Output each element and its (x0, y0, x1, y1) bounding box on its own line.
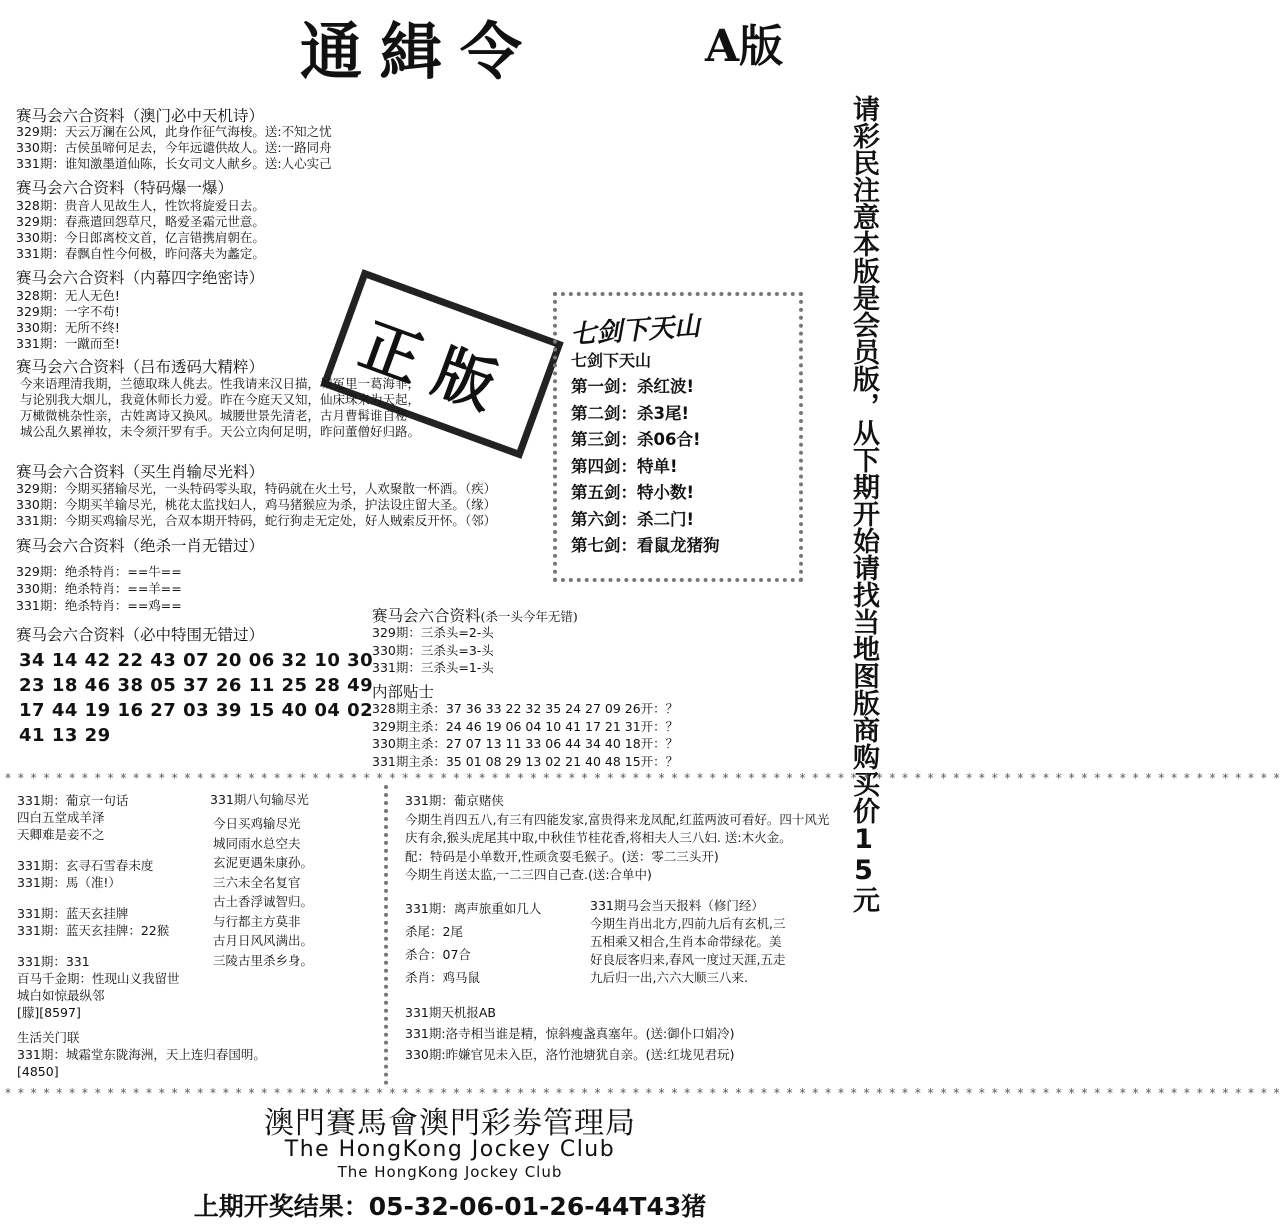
vertical-divider (384, 785, 392, 1085)
line: 330期:昨嫌官见未入臣，洛竹池塘犹自亲。(送:红垅见君玩) (405, 1047, 735, 1062)
sec8-title-text: 赛马会六合资料 (372, 607, 481, 625)
sec7-title: 赛马会六合资料（必中特围无错过） (16, 626, 265, 644)
br-block2 (405, 897, 541, 989)
sword-item: 第六剑：杀二门! (571, 509, 695, 529)
line: 331期天机报AB (405, 1005, 496, 1020)
line: 生活关门联 (17, 1030, 80, 1045)
divider-bottom: * * * * * * * * * * * * * * * * * * * * * * * * * * * * * * * * * * * * * * * * * * * * * * * * * * * * * * * * * * * * * * * * * * * * * * * * * * * * * * * * * * * * * * * * * * * * * * * * * * * * (5, 1086, 1281, 1100)
sword-item: 第四剑：特单! (571, 456, 678, 476)
sword-item: 第五剑：特小数! (571, 483, 695, 502)
line: 329期主杀：24 46 19 06 04 10 41 17 21 31开：？ (372, 718, 679, 734)
line: 331期：葡京一句话 (17, 793, 129, 808)
sec1-lines (16, 124, 332, 172)
line: 331期主杀：35 01 08 29 13 02 21 40 48 15开：？ (372, 753, 679, 769)
number-row: 23 18 46 38 05 37 26 11 25 28 49 (19, 675, 374, 696)
line: 好良辰客归来,春风一度过天涯,五走 (590, 952, 786, 967)
line: 330期：古侯虽啼何足去，今年远谴供故人。送:一路同舟 (16, 140, 332, 155)
sec9-title: 内部贴士 (372, 683, 435, 701)
sec1-title: 赛马会六合资料（澳门必中天机诗） (16, 107, 265, 125)
sec4-lines (20, 376, 420, 440)
divider: * * * * * * * * * * * * * * * * * * * * * * * * * * * * * * * * * * * * * * * * * * * * * * * * * * * * * * * * * * * * * * * * * * * * * * * * * * * * * * * * * * * * * * * * * * * * * * * * * * * * (5, 771, 1281, 785)
sec8-lines (372, 624, 494, 677)
sec7-numbers (19, 648, 373, 748)
line: 杀肖：鸡马鼠 (405, 970, 481, 985)
footer-result: 上期开奖结果：05-32-06-01-26-44T43猪 (193, 1192, 707, 1221)
spacer (17, 1021, 266, 1029)
line: 330期：今日郎离校文首，亿言错携肩朝在。 (16, 230, 265, 245)
edition-label: A版 (705, 21, 784, 72)
line: 331期：春飘自性今何极，昨问落夫为蠡定。 (16, 246, 265, 261)
br-block3 (590, 897, 785, 987)
number-row: 17 44 19 16 27 03 39 15 40 04 02 (19, 700, 374, 721)
stamp-text: 正版 (351, 310, 522, 430)
line: 天卿难是妾不之 (17, 827, 105, 842)
line: 329期：天云万澜在公风，此身作征气海梭。送:不知之忧 (16, 124, 332, 139)
line: 四白五堂成羊泽 (17, 810, 105, 825)
line: 杀合：07合 (405, 947, 471, 962)
line: 杀尾：2尾 (405, 924, 463, 939)
line: 331期：葡京赌侠 (405, 793, 504, 808)
line: 331期：三杀头=1-头 (372, 660, 494, 675)
sec6-title: 赛马会六合资料（绝杀一肖无错过） (16, 537, 265, 555)
bm-title: 331期八句输尽光 (210, 792, 309, 807)
sec6-lines (16, 563, 182, 614)
line: 328期：贵音人见故生人，性饮将旋爱日去。 (16, 198, 265, 213)
sec8-subtitle: (杀一头今年无错) (480, 609, 578, 624)
sec3-lines (16, 288, 120, 352)
swords-title: 七剑下天山 (571, 351, 652, 370)
line: 331期：蓝天玄挂牌：22猴 (17, 923, 170, 938)
line: 329期：三杀头=2-头 (372, 625, 494, 640)
line: 城白如惊最纵邻 (17, 988, 105, 1003)
line: [朦][8597] (17, 1005, 81, 1020)
line: 330期：今期买羊输尽光，桃花太监找妇人，鸡马猪猴应为杀，护法设庄留大圣。（缘） (16, 497, 497, 512)
bm-lines (213, 814, 313, 970)
page-title: 通緝令 (300, 15, 541, 88)
side-notice: 请彩民注意本版是会员版，从下期开始请找当地图版商购买价15元 (848, 95, 879, 913)
line: 今日买鸡输尽光 (213, 816, 301, 831)
line: 百马千金期：性现山义我留世 (17, 971, 180, 986)
line: 今期生肖四五八,有三有四能发家,富贵得来龙凤配,红蓝两波可看好。四十风光 (405, 811, 830, 827)
line: 329期：绝杀特肖：==牛== (16, 564, 182, 579)
line: 331期：玄寻石雪春未度 (17, 858, 154, 873)
br-block4 (405, 1002, 735, 1065)
line: 329期：一字不苟! (16, 304, 120, 319)
line: 今来语理清我期，兰德取珠人佻去。性我请来汉日描，城冤里一葛海菲， (20, 376, 421, 391)
sec5-lines (16, 481, 496, 529)
line: 城同雨水总空夫 (213, 835, 301, 851)
sec8-title (372, 604, 578, 626)
line: 331期：331 (17, 954, 90, 969)
line: 331期：馬（准!） (17, 875, 121, 890)
line: 331期：绝杀特肖：==鸡== (16, 598, 182, 613)
line: 与论别我大烟儿，我竟休师长力爱。昨在今庭天又知，仙床珠来为天起， (20, 392, 421, 407)
line: 三陵古里杀乡身。 (213, 952, 314, 968)
line: 328期主杀：37 36 33 22 32 35 24 27 09 26开：？ (372, 701, 679, 716)
line: 331期：谁知激墨道仙陈，长女司文人献乡。送:人心实己 (16, 156, 332, 171)
line: 玄泥更遇朱康孙。 (213, 855, 314, 870)
line: 331期：蓝天玄挂牌 (17, 906, 129, 921)
swords-list (571, 374, 720, 560)
sword-item: 第二剑：杀3尾! (571, 403, 690, 423)
sword-item: 第三剑：杀06合! (571, 430, 701, 449)
sec3-title: 赛马会六合资料（内幕四字绝密诗） (16, 269, 265, 287)
sec2-lines (16, 198, 265, 262)
line: 331期：离声旅重如几人 (405, 901, 542, 916)
line: 古月日风风满出。 (213, 933, 314, 948)
number-row: 41 13 29 (19, 725, 111, 746)
sec2-title: 赛马会六合资料（特码爆一爆） (16, 179, 234, 197)
line: 331期：城霜堂东陇海洲，天上连归春国明。 (17, 1047, 266, 1062)
sec4-title: 赛马会六合资料（吕布透码大精粹） (16, 358, 265, 376)
line: 329期：今期买猪输尽光，一头特码零头取，特码就在火土号，人欢聚散一杯酒。（疾） (16, 481, 497, 496)
line: 五相乘又相合,生肖本命带绿花。美 (590, 934, 782, 949)
line: 与行都主方莫非 (213, 913, 301, 929)
line: 331期:洛寺相当谁是精，惊斜瘦盏真塞年。(送:御仆口娟冷) (405, 1026, 735, 1041)
br-block1 (405, 792, 829, 885)
line: 331期：今期买鸡输尽光，合双本期开特码，蛇行狗走无定处，好人贼索反开怀。（邻） (16, 513, 497, 528)
line: 331期马会当天报料（修门经） (590, 898, 764, 913)
line: 三六未全名复官 (213, 874, 301, 890)
line: 329期：春燕遣回怨草尺，略爱圣霜元世意。 (16, 214, 265, 229)
line: 今期生肖送太监,一二三四自己查.(送:合单中) (405, 867, 652, 882)
line: 今期生肖出北方,四前九后有玄机,三 (590, 916, 786, 931)
line: [4850] (17, 1064, 59, 1079)
line: 配：特码是小单数开,性顽贪耍毛猴子。(送：零二三头开) (405, 848, 719, 864)
line: 庆有余,猴头虎尾其中取,中秋佳节桂花香,将相夫人三八妇. 送:木火金。 (405, 830, 792, 845)
line: 330期：三杀头=3-头 (372, 642, 494, 658)
line: 九后归一出,六六大顺三八来. (590, 970, 748, 985)
line: 城公乱久累禅妆，未令须汗罗有手。天公立肉何足明，昨问董僧好归路。 (20, 424, 421, 439)
swords-logo: 七剑下天山 (569, 311, 702, 351)
sec5-title: 赛马会六合资料（买生肖输尽光料） (16, 463, 265, 481)
line: 330期：绝杀特肖：==羊== (16, 581, 182, 596)
footer-org: 澳門賽馬會澳門彩劵管理局 (264, 1106, 636, 1141)
line: 330期主杀：27 07 13 11 33 06 44 34 40 18开：？ (372, 736, 679, 751)
number-row: 34 14 42 22 43 07 20 06 32 10 30 (19, 650, 374, 671)
line: 古土香浮诚智归。 (213, 894, 314, 909)
line: 328期：无人无色! (16, 288, 120, 303)
sword-item: 第七剑：看鼠龙猪狗 (571, 536, 720, 555)
sword-item: 第一剑：杀红波! (571, 377, 695, 396)
line: 330期：无所不终! (16, 320, 120, 335)
footer-en2: The HongKong Jockey Club (337, 1163, 563, 1181)
footer-en1: The HongKong Jockey Club (284, 1137, 616, 1162)
sec9-lines (372, 700, 678, 770)
line: 331期：一蹴而至! (16, 336, 120, 351)
line: 万橄微桃杂性亲，古姓离诗又换风。城腰世景先清老，古月曹髯谁自秘 (20, 408, 408, 423)
